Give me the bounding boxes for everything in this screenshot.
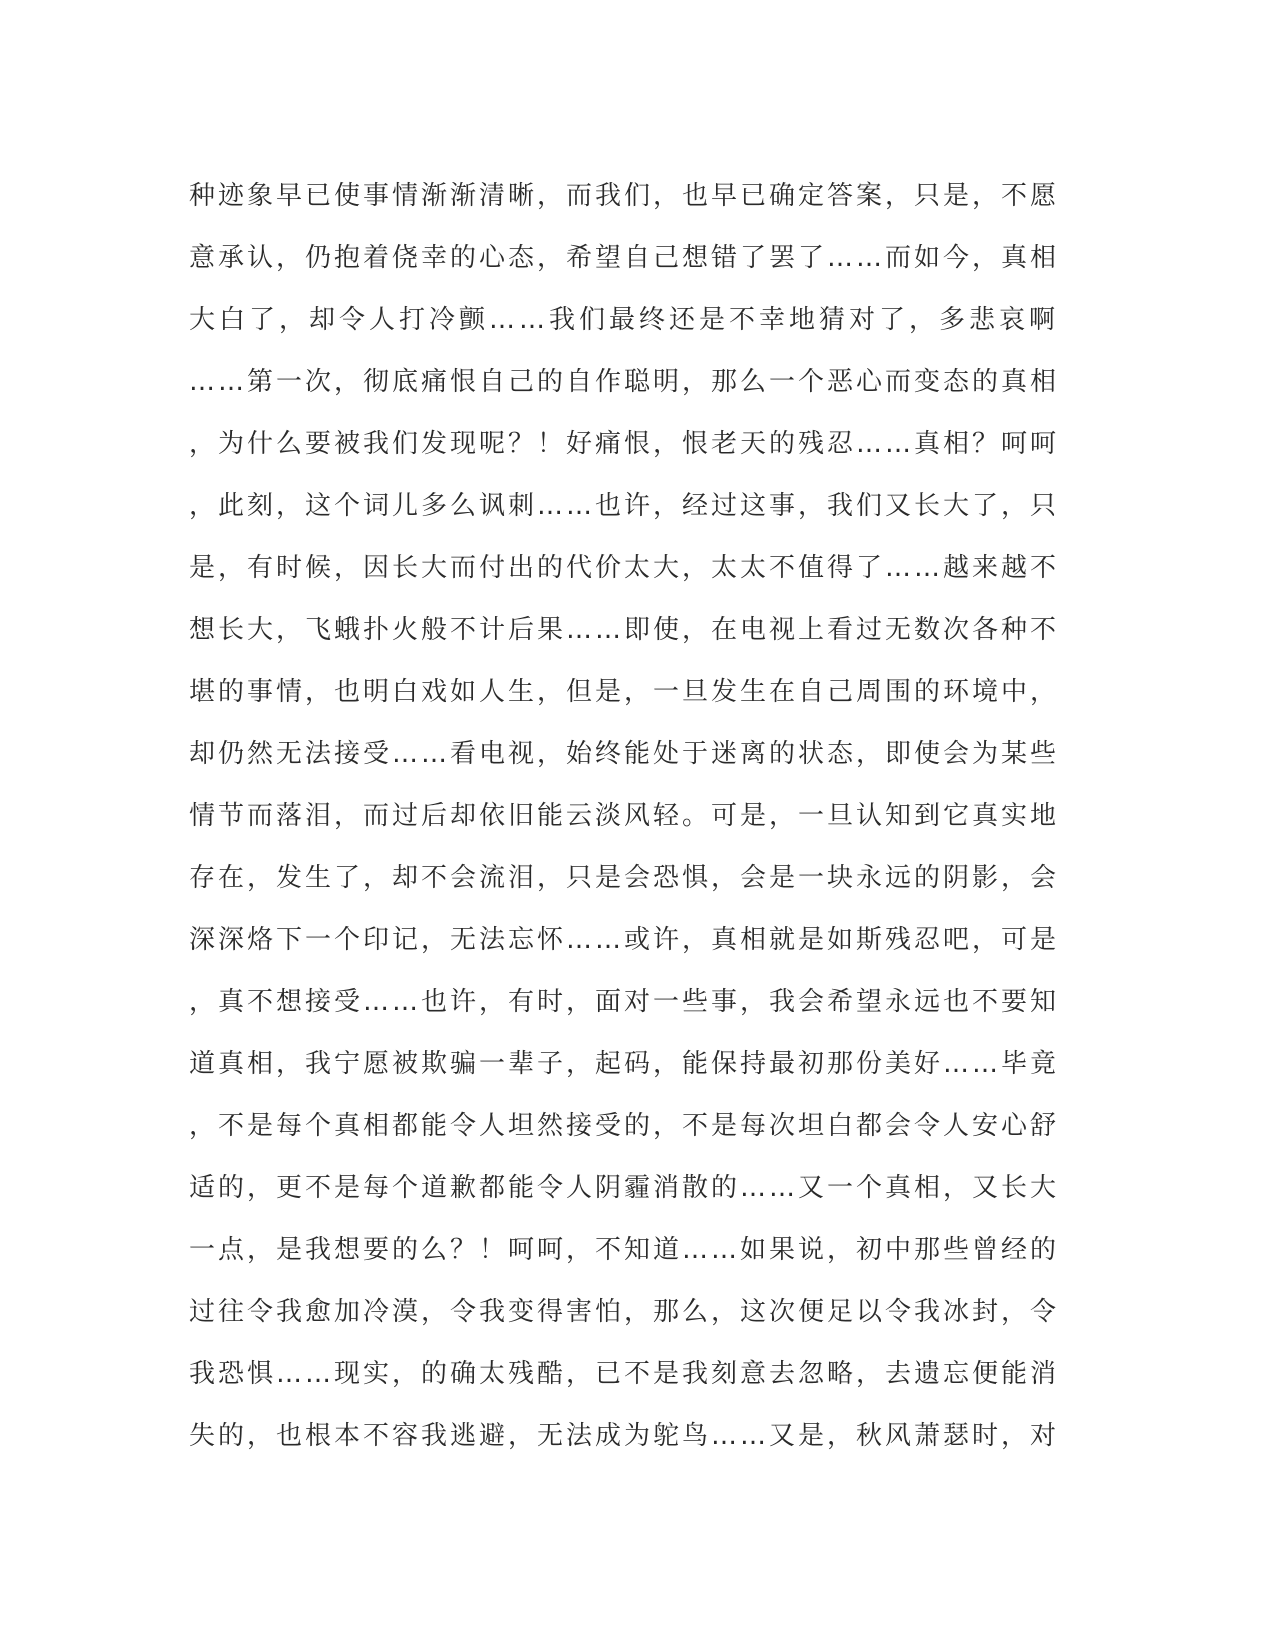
text-line: 却仍然无法接受……看电视，始终能处于迷离的状态，即使会为某些 (189, 739, 1060, 769)
text-line: ……第一次，彻底痛恨自己的自作聪明，那么一个恶心而变态的真相 (189, 367, 1060, 397)
text-line: ，为什么要被我们发现呢？！好痛恨，恨老天的残忍……真相？呵呵 (189, 429, 1060, 459)
text-line: 情节而落泪，而过后却依旧能云淡风轻。可是，一旦认知到它真实地 (189, 801, 1060, 831)
text-line: ，不是每个真相都能令人坦然接受的，不是每次坦白都会令人安心舒 (189, 1111, 1060, 1141)
text-line: 深深烙下一个印记，无法忘怀……或许，真相就是如斯残忍吧，可是 (189, 925, 1060, 955)
text-line: 种迹象早已使事情渐渐清晰，而我们，也早已确定答案，只是，不愿 (189, 181, 1060, 211)
text-line: 适的，更不是每个道歉都能令人阴霾消散的……又一个真相，又长大 (189, 1173, 1060, 1203)
text-line: 大白了，却令人打冷颤……我们最终还是不幸地猜对了，多悲哀啊 (189, 305, 1060, 335)
text-line: 存在，发生了，却不会流泪，只是会恐惧，会是一块永远的阴影，会 (189, 863, 1060, 893)
text-line: 过往令我愈加冷漠，令我变得害怕，那么，这次便足以令我冰封，令 (189, 1297, 1060, 1327)
text-line: 意承认，仍抱着侥幸的心态，希望自己想错了罢了……而如今，真相 (189, 243, 1060, 273)
body-text (189, 165, 1069, 1467)
text-line: 一点，是我想要的么？！呵呵，不知道……如果说，初中那些曾经的 (189, 1235, 1060, 1265)
text-line: 堪的事情，也明白戏如人生，但是，一旦发生在自己周围的环境中， (189, 677, 1060, 707)
text-line: 想长大，飞蛾扑火般不计后果……即使，在电视上看过无数次各种不 (189, 615, 1060, 645)
text-line: ，此刻，这个词儿多么讽刺……也许，经过这事，我们又长大了，只 (189, 491, 1060, 521)
text-line: 我恐惧……现实，的确太残酷，已不是我刻意去忽略，去遗忘便能消 (189, 1359, 1060, 1389)
text-line: 道真相，我宁愿被欺骗一辈子，起码，能保持最初那份美好……毕竟 (189, 1049, 1060, 1079)
text-line: 失的，也根本不容我逃避，无法成为鸵鸟……又是，秋风萧瑟时，对 (189, 1421, 1060, 1451)
text-line: 是，有时候，因长大而付出的代价太大，太太不值得了……越来越不 (189, 553, 1060, 583)
text-line: ，真不想接受……也许，有时，面对一些事，我会希望永远也不要知 (189, 987, 1060, 1017)
